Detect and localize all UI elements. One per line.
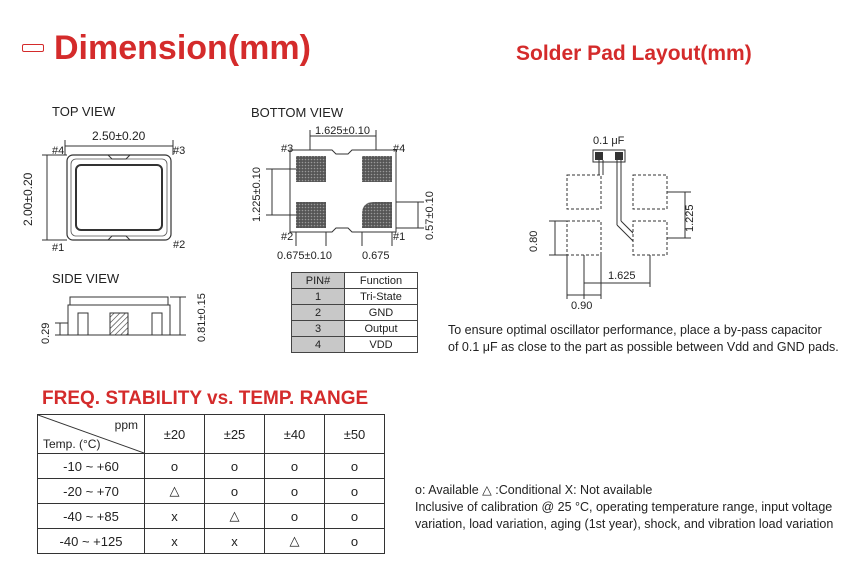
- availability-cell: △: [205, 504, 265, 529]
- availability-cell: x: [145, 504, 205, 529]
- bottom-view-left-dim: 1.225±0.10: [251, 167, 263, 222]
- temp-range-cell: -10 ~ +60: [38, 454, 145, 479]
- availability-cell: △: [145, 479, 205, 504]
- solder-pad-title: Solder Pad Layout(mm): [516, 42, 752, 65]
- availability-cell: o: [325, 454, 385, 479]
- availability-cell: △: [265, 529, 325, 554]
- table-row: [38, 454, 385, 479]
- availability-cell: o: [265, 479, 325, 504]
- table-row: [292, 289, 418, 305]
- solder-dim-1625: 1.625: [608, 270, 636, 282]
- freq-note-line2: variation, load variation, aging (1st year), shock, and vibration load variation: [415, 517, 834, 531]
- availability-cell: o: [325, 529, 385, 554]
- ppm-label: ppm: [114, 418, 138, 432]
- table-row: [292, 305, 418, 321]
- pin-function: Output: [345, 321, 418, 337]
- ppm-column-header: ±40: [265, 415, 325, 454]
- solder-note-line1: To ensure optimal oscillator performance, place a by-pass capacitor: [448, 323, 822, 337]
- bottom-view-drawing: [250, 122, 450, 257]
- availability-cell: o: [145, 454, 205, 479]
- pin-table-header: [292, 273, 418, 289]
- page-title: Dimension(mm): [54, 29, 311, 67]
- function-header: Function: [345, 273, 418, 289]
- table-row: [38, 479, 385, 504]
- availability-cell: o: [325, 504, 385, 529]
- bottom-view-label: BOTTOM VIEW: [251, 105, 344, 120]
- pin-number: 3: [292, 321, 345, 337]
- table-row: [292, 321, 418, 337]
- side-view-left-dim: 0.29: [40, 322, 52, 344]
- bottom-view-pin3: #3: [281, 143, 294, 155]
- ruler-icon: [22, 44, 44, 52]
- pin-function: GND: [345, 305, 418, 321]
- pin-function: Tri-State: [345, 289, 418, 305]
- bottom-view-pin1: #1: [393, 231, 406, 243]
- table-header-row: [38, 415, 385, 454]
- freq-stability-table: [37, 414, 385, 554]
- temp-range-cell: -40 ~ +85: [38, 504, 145, 529]
- side-view-label: SIDE VIEW: [52, 271, 120, 286]
- table-corner-cell: [38, 415, 145, 454]
- side-view-drawing: [40, 285, 210, 345]
- pin-number: 1: [292, 289, 345, 305]
- temp-range-cell: -40 ~ +125: [38, 529, 145, 554]
- capacitor-label: 0.1 μF: [593, 135, 625, 147]
- freq-legend: o: Available △ :Conditional X: Not available: [415, 483, 653, 497]
- bottom-view-pin4: #4: [393, 143, 406, 155]
- solder-dim-1225: 1.225: [684, 204, 696, 232]
- table-row: [38, 504, 385, 529]
- top-view-width-dim: 2.50±0.20: [92, 129, 146, 143]
- side-view-right-dim: 0.81±0.15: [196, 293, 208, 342]
- availability-cell: o: [325, 479, 385, 504]
- freq-note-line1: Inclusive of calibration @ 25 °C, operating temperature range, input voltage: [415, 500, 833, 514]
- bottom-view-bottom-dim1: 0.675±0.10: [277, 250, 332, 262]
- availability-cell: o: [205, 479, 265, 504]
- availability-cell: x: [145, 529, 205, 554]
- bottom-view-right-dim: 0.57±0.10: [424, 191, 436, 240]
- top-view-pin3: #3: [173, 145, 186, 157]
- ppm-column-header: ±50: [325, 415, 385, 454]
- top-view-height-dim: 2.00±0.20: [21, 172, 35, 226]
- freq-stability-title: FREQ. STABILITY vs. TEMP. RANGE: [42, 388, 369, 409]
- ppm-column-header: ±20: [145, 415, 205, 454]
- top-view-pin4: #4: [52, 145, 65, 157]
- availability-cell: o: [205, 454, 265, 479]
- table-row: [38, 529, 385, 554]
- availability-cell: o: [265, 504, 325, 529]
- pin-header: PIN#: [292, 273, 345, 289]
- pin-table: [291, 272, 418, 353]
- table-row: [292, 337, 418, 353]
- solder-dim-090: 0.90: [571, 300, 593, 312]
- pin-number: 2: [292, 305, 345, 321]
- solder-note-line2: of 0.1 μF as close to the part as possible between Vdd and GND pads.: [448, 340, 839, 354]
- bottom-view-top-dim: 1.625±0.10: [315, 125, 370, 137]
- temp-label: Temp. (°C): [43, 437, 101, 451]
- temp-range-cell: -20 ~ +70: [38, 479, 145, 504]
- solder-dim-080: 0.80: [528, 230, 540, 252]
- availability-cell: o: [265, 454, 325, 479]
- pin-number: 4: [292, 337, 345, 353]
- ppm-column-header: ±25: [205, 415, 265, 454]
- top-view-drawing: [20, 125, 220, 260]
- bottom-view-bottom-dim2: 0.675: [362, 250, 390, 262]
- pin-function: VDD: [345, 337, 418, 353]
- top-view-pin2: #2: [173, 239, 186, 251]
- bottom-view-pin2: #2: [281, 231, 294, 243]
- availability-cell: x: [205, 529, 265, 554]
- top-view-label: TOP VIEW: [52, 104, 116, 119]
- top-view-pin1: #1: [52, 242, 65, 254]
